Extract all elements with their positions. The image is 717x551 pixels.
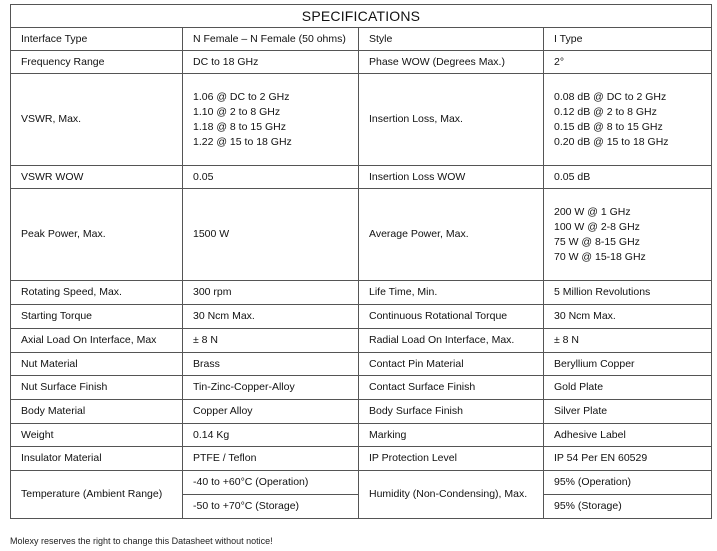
spec-value-line: 70 W @ 15-18 GHz xyxy=(554,250,646,263)
table-row xyxy=(11,471,712,495)
spec-value-line: 100 W @ 2-8 GHz xyxy=(554,220,640,233)
spec-label: Average Power, Max. xyxy=(359,189,544,281)
spec-value: DC to 18 GHz xyxy=(183,51,359,74)
spec-value-line: 0.20 dB @ 15 to 18 GHz xyxy=(554,135,669,148)
spec-label: Life Time, Min. xyxy=(359,281,544,305)
spec-value: IP 54 Per EN 60529 xyxy=(544,447,712,471)
spec-value: 2° xyxy=(544,51,712,74)
spec-label: Contact Surface Finish xyxy=(359,376,544,400)
spec-label: Phase WOW (Degrees Max.) xyxy=(359,51,544,74)
spec-label: Radial Load On Interface, Max. xyxy=(359,329,544,353)
footnote: Molexy reserves the right to change this Datasheet without notice! xyxy=(10,536,273,546)
spec-value: Silver Plate xyxy=(544,400,712,424)
temperature-storage: -50 to +70°C (Storage) xyxy=(183,495,359,519)
spec-label: IP Protection Level xyxy=(359,447,544,471)
spec-label: Body Material xyxy=(11,400,183,424)
spec-value: 0.05 dB xyxy=(544,166,712,189)
spec-label: Marking xyxy=(359,424,544,447)
spec-label: Weight xyxy=(11,424,183,447)
spec-value xyxy=(544,189,712,281)
spec-value: Beryllium Copper xyxy=(544,353,712,376)
table-row xyxy=(11,447,712,471)
spec-label: Style xyxy=(359,28,544,51)
spec-value: ± 8 N xyxy=(183,329,359,353)
spec-label: Interface Type xyxy=(11,28,183,51)
spec-label: Continuous Rotational Torque xyxy=(359,305,544,329)
spec-value-line: 1.18 @ 8 to 15 GHz xyxy=(193,120,286,133)
temperature-operation: -40 to +60°C (Operation) xyxy=(183,471,359,495)
humidity-label: Humidity (Non-Condensing), Max. xyxy=(359,471,544,519)
spec-value-line: 1.10 @ 2 to 8 GHz xyxy=(193,105,281,118)
spec-label: Insertion Loss WOW xyxy=(359,166,544,189)
spec-value: 300 rpm xyxy=(183,281,359,305)
table-row xyxy=(11,376,712,400)
spec-label: Nut Material xyxy=(11,353,183,376)
spec-label: Frequency Range xyxy=(11,51,183,74)
spec-label: Axial Load On Interface, Max xyxy=(11,329,183,353)
spec-value-line: 0.08 dB @ DC to 2 GHz xyxy=(554,90,667,103)
humidity-storage: 95% (Storage) xyxy=(544,495,712,519)
spec-value: I Type xyxy=(544,28,712,51)
table-row xyxy=(11,51,712,74)
spec-label: Starting Torque xyxy=(11,305,183,329)
table-row xyxy=(11,281,712,305)
spec-label: Nut Surface Finish xyxy=(11,376,183,400)
spec-value: 1500 W xyxy=(183,189,359,281)
table-title: SPECIFICATIONS xyxy=(11,5,712,28)
spec-value-line: 200 W @ 1 GHz xyxy=(554,205,631,218)
spec-label: Insulator Material xyxy=(11,447,183,471)
spec-value: Copper Alloy xyxy=(183,400,359,424)
table-row xyxy=(11,424,712,447)
spec-label: Body Surface Finish xyxy=(359,400,544,424)
spec-value xyxy=(183,74,359,166)
table-row xyxy=(11,166,712,189)
spec-label: VSWR WOW xyxy=(11,166,183,189)
spec-value-line: 1.22 @ 15 to 18 GHz xyxy=(193,135,292,148)
table-row xyxy=(11,353,712,376)
spec-label: VSWR, Max. xyxy=(11,74,183,166)
spec-value: 30 Ncm Max. xyxy=(183,305,359,329)
spec-value xyxy=(544,74,712,166)
spec-value-line: 1.06 @ DC to 2 GHz xyxy=(193,90,290,103)
humidity-operation: 95% (Operation) xyxy=(544,471,712,495)
spec-value: Tin-Zinc-Copper-Alloy xyxy=(183,376,359,400)
spec-label: Peak Power, Max. xyxy=(11,189,183,281)
table-row xyxy=(11,189,712,281)
spec-value-line: 0.12 dB @ 2 to 8 GHz xyxy=(554,105,657,118)
spec-value: 0.14 Kg xyxy=(183,424,359,447)
table-row xyxy=(11,329,712,353)
spec-label: Insertion Loss, Max. xyxy=(359,74,544,166)
spec-value: ± 8 N xyxy=(544,329,712,353)
spec-label: Contact Pin Material xyxy=(359,353,544,376)
spec-value: Gold Plate xyxy=(544,376,712,400)
table-row xyxy=(11,400,712,424)
spec-value: PTFE / Teflon xyxy=(183,447,359,471)
spec-value: Brass xyxy=(183,353,359,376)
spec-value: N Female – N Female (50 ohms) xyxy=(183,28,359,51)
spec-value: Adhesive Label xyxy=(544,424,712,447)
table-row xyxy=(11,305,712,329)
spec-value: 30 Ncm Max. xyxy=(544,305,712,329)
temperature-label: Temperature (Ambient Range) xyxy=(11,471,183,519)
spec-value: 0.05 xyxy=(183,166,359,189)
spec-value: 5 Million Revolutions xyxy=(544,281,712,305)
spec-value-line: 0.15 dB @ 8 to 15 GHz xyxy=(554,120,663,133)
table-row xyxy=(11,74,712,166)
spec-value-line: 75 W @ 8-15 GHz xyxy=(554,235,640,248)
table-row xyxy=(11,28,712,51)
specifications-table xyxy=(10,4,712,519)
spec-label: Rotating Speed, Max. xyxy=(11,281,183,305)
